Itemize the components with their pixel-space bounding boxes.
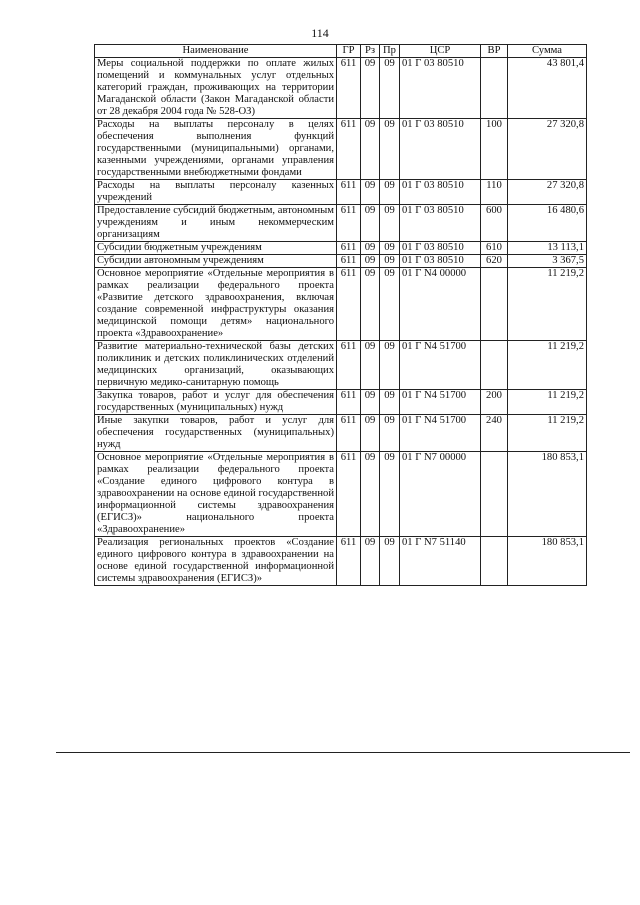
cell-vr: 200: [481, 390, 508, 415]
cell-gr: 611: [337, 415, 361, 452]
table-row: [95, 119, 587, 180]
table-row: [95, 58, 587, 119]
cell-vr: [481, 58, 508, 119]
cell-rz: 09: [361, 452, 380, 537]
cell-name: Реализация региональных проектов «Создание единого цифрового контура в здравоохранении на основе единой государственной информационной системы здравоохранения (ЕГИСЗ)»: [95, 537, 337, 586]
cell-csr: 01 Г 03 80510: [400, 242, 481, 255]
cell-pr: 09: [380, 415, 400, 452]
cell-pr: 09: [380, 119, 400, 180]
cell-name: Субсидии автономным учреждениям: [95, 255, 337, 268]
cell-name: Предоставление субсидий бюджетным, автономным учреждениям и иным некоммерческим организациям: [95, 205, 337, 242]
cell-vr: 240: [481, 415, 508, 452]
cell-name: Расходы на выплаты персоналу казенных учреждений: [95, 180, 337, 205]
cell-pr: 09: [380, 180, 400, 205]
cell-sum: 11 219,2: [508, 390, 587, 415]
cell-gr: 611: [337, 58, 361, 119]
cell-pr: 09: [380, 452, 400, 537]
cell-sum: 13 113,1: [508, 242, 587, 255]
table-row: [95, 268, 587, 341]
cell-pr: 09: [380, 341, 400, 390]
cell-name: Меры социальной поддержки по оплате жилых помещений и коммунальных услуг отдельных категорий граждан, проживающих на территории Магаданской области (Закон Магаданской области от 28 декабря 2004 года № 528-ОЗ): [95, 58, 337, 119]
cell-sum: 11 219,2: [508, 415, 587, 452]
cell-rz: 09: [361, 58, 380, 119]
cell-vr: [481, 452, 508, 537]
cell-rz: 09: [361, 119, 380, 180]
cell-rz: 09: [361, 180, 380, 205]
table-row: [95, 452, 587, 537]
table-row: [95, 415, 587, 452]
cell-sum: 3 367,5: [508, 255, 587, 268]
cell-csr: 01 Г N4 51700: [400, 390, 481, 415]
table-row: [95, 242, 587, 255]
header-name: Наименование: [95, 45, 337, 58]
budget-table: [94, 44, 587, 586]
cell-name: Иные закупки товаров, работ и услуг для обеспечения государственных (муниципальных) нужд: [95, 415, 337, 452]
cell-gr: 611: [337, 180, 361, 205]
cell-csr: 01 Г 03 80510: [400, 205, 481, 242]
cell-gr: 611: [337, 390, 361, 415]
cell-vr: 100: [481, 119, 508, 180]
table-row: [95, 341, 587, 390]
cell-sum: 180 853,1: [508, 537, 587, 586]
cell-pr: 09: [380, 537, 400, 586]
cell-csr: 01 Г N4 51700: [400, 341, 481, 390]
cell-csr: 01 Г N4 00000: [400, 268, 481, 341]
cell-pr: 09: [380, 242, 400, 255]
cell-sum: 27 320,8: [508, 119, 587, 180]
cell-vr: 600: [481, 205, 508, 242]
cell-gr: 611: [337, 268, 361, 341]
cell-sum: 16 480,6: [508, 205, 587, 242]
cell-name: Расходы на выплаты персоналу в целях обеспечения выполнения функций государственными (муниципальными) органами, казенными учреждениями, органами управления государственными внебюджетными фондами: [95, 119, 337, 180]
cell-csr: 01 Г 03 80510: [400, 180, 481, 205]
cell-gr: 611: [337, 452, 361, 537]
cell-vr: [481, 537, 508, 586]
cell-pr: 09: [380, 390, 400, 415]
cell-sum: 180 853,1: [508, 452, 587, 537]
cell-rz: 09: [361, 205, 380, 242]
cell-rz: 09: [361, 255, 380, 268]
cell-pr: 09: [380, 58, 400, 119]
cell-vr: 610: [481, 242, 508, 255]
cell-pr: 09: [380, 205, 400, 242]
cell-gr: 611: [337, 537, 361, 586]
cell-csr: 01 Г 03 80510: [400, 255, 481, 268]
table-row: [95, 537, 587, 586]
cell-vr: 110: [481, 180, 508, 205]
cell-sum: 11 219,2: [508, 341, 587, 390]
header-csr: ЦСР: [400, 45, 481, 58]
header-pr: Пр: [380, 45, 400, 58]
cell-name: Субсидии бюджетным учреждениям: [95, 242, 337, 255]
cell-gr: 611: [337, 242, 361, 255]
cell-rz: 09: [361, 390, 380, 415]
cell-sum: 43 801,4: [508, 58, 587, 119]
cell-rz: 09: [361, 268, 380, 341]
cell-name: Развитие материально-технической базы детских поликлиник и детских поликлинических отделений медицинских организаций, оказывающих первичную медико-санитарную помощь: [95, 341, 337, 390]
table-row: [95, 180, 587, 205]
cell-gr: 611: [337, 255, 361, 268]
table-row: [95, 255, 587, 268]
cell-vr: 620: [481, 255, 508, 268]
cell-name: Закупка товаров, работ и услуг для обеспечения государственных (муниципальных) нужд: [95, 390, 337, 415]
cell-name: Основное мероприятие «Отдельные мероприятия в рамках реализации федерального проекта «Создание единого цифрового контура в здравоохранении на основе единой государственной информационной системы здравоохранения (ЕГИСЗ)» национального проекта «Здравоохранение»: [95, 452, 337, 537]
page-number: 114: [311, 26, 329, 40]
table-row: [95, 390, 587, 415]
bottom-divider: [56, 752, 630, 753]
cell-vr: [481, 268, 508, 341]
cell-pr: 09: [380, 268, 400, 341]
cell-csr: 01 Г 03 80510: [400, 58, 481, 119]
table-header-row: [95, 45, 587, 58]
cell-pr: 09: [380, 255, 400, 268]
cell-csr: 01 Г 03 80510: [400, 119, 481, 180]
header-vr: ВР: [481, 45, 508, 58]
cell-sum: 27 320,8: [508, 180, 587, 205]
cell-csr: 01 Г N7 51140: [400, 537, 481, 586]
cell-gr: 611: [337, 119, 361, 180]
header-gr: ГР: [337, 45, 361, 58]
cell-name: Основное мероприятие «Отдельные мероприятия в рамках реализации федерального проекта «Развитие детского здравоохранения, включая создание современной инфраструктуры оказания медицинской помощи детям» национального проекта «Здравоохранение»: [95, 268, 337, 341]
cell-rz: 09: [361, 341, 380, 390]
cell-sum: 11 219,2: [508, 268, 587, 341]
cell-vr: [481, 341, 508, 390]
header-rz: Рз: [361, 45, 380, 58]
header-sum: Сумма: [508, 45, 587, 58]
cell-rz: 09: [361, 415, 380, 452]
cell-rz: 09: [361, 242, 380, 255]
cell-csr: 01 Г N4 51700: [400, 415, 481, 452]
table-row: [95, 205, 587, 242]
cell-rz: 09: [361, 537, 380, 586]
cell-gr: 611: [337, 205, 361, 242]
cell-gr: 611: [337, 341, 361, 390]
cell-csr: 01 Г N7 00000: [400, 452, 481, 537]
